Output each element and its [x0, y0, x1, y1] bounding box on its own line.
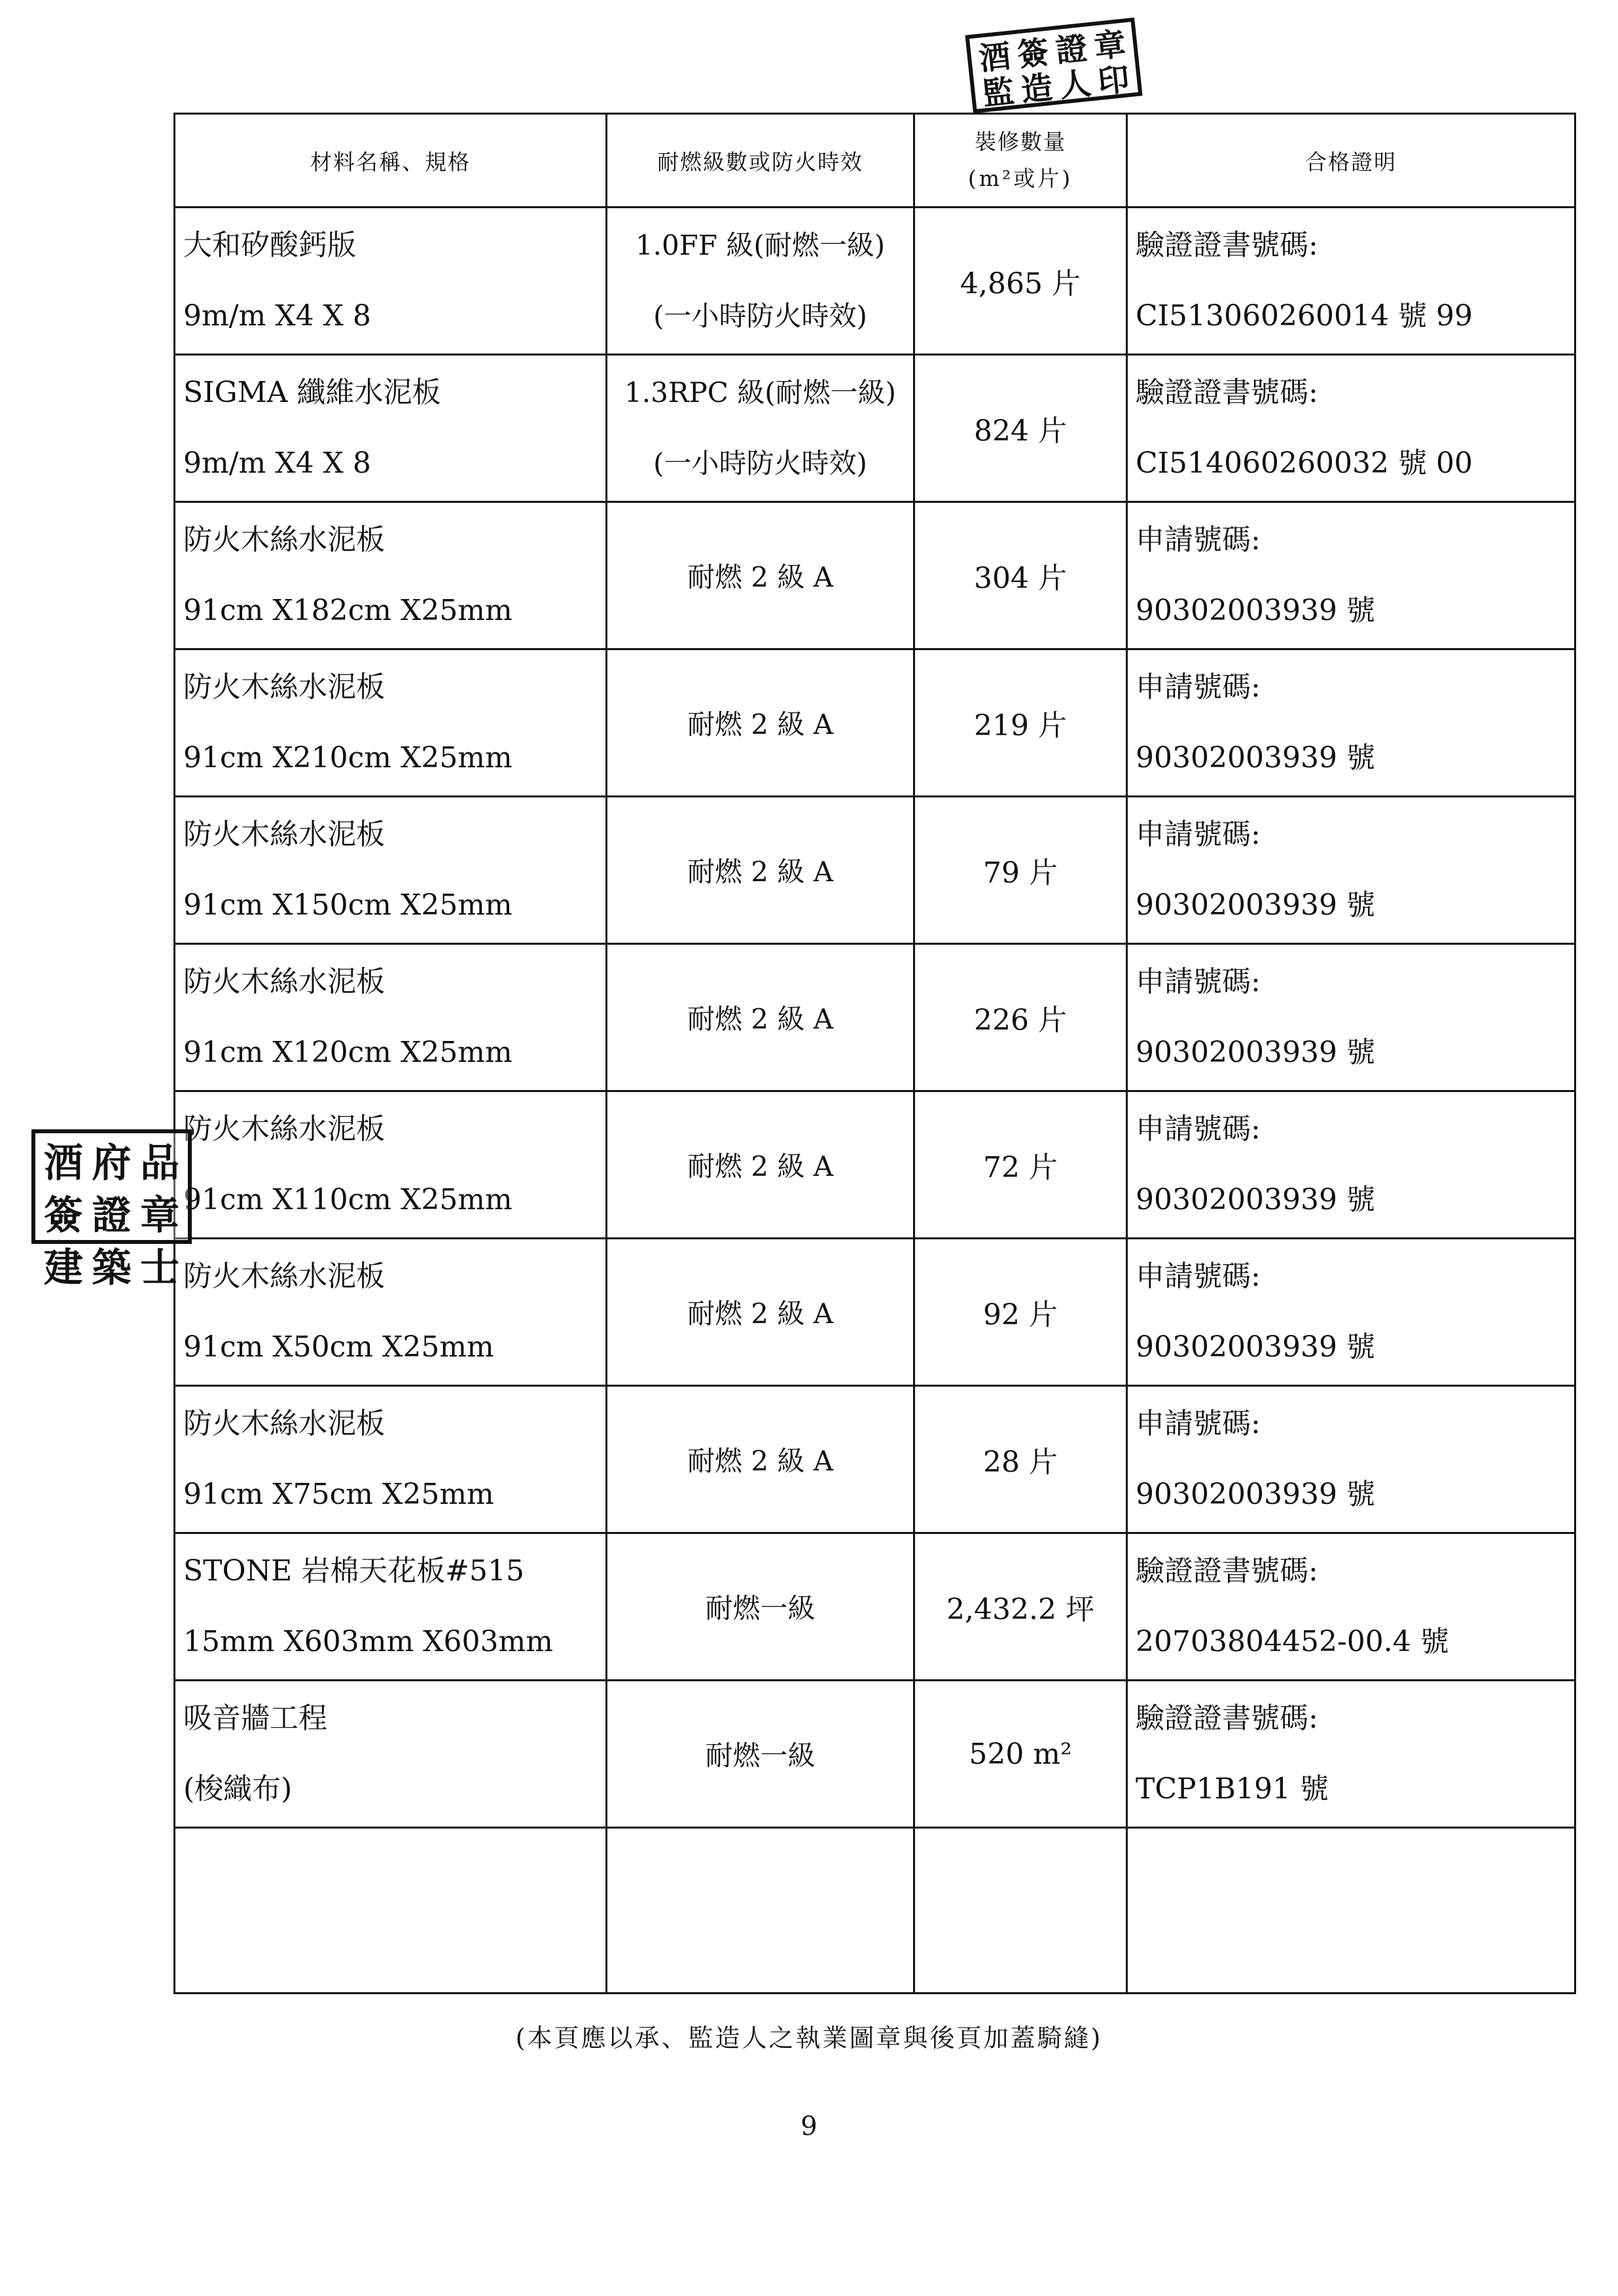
fire-rating-cell — [607, 355, 914, 502]
material-name-cell — [175, 1533, 607, 1681]
quantity-value: 79 片 — [983, 856, 1058, 890]
quantity-cell — [914, 1533, 1127, 1681]
fire-rating-cell — [607, 1386, 914, 1533]
certificate-number: TCP1B191 號 — [1136, 1772, 1329, 1806]
seal-stamp-left: 酒 府 品 簽 證 章 建 築 士 — [31, 1129, 192, 1244]
fire-rating: 1.3RPC 級(耐燃一級) — [624, 376, 896, 409]
material-name-cell — [175, 1239, 607, 1386]
material-name-cell — [175, 797, 607, 944]
seal-stamp-top: 酒 簽 證 章 監 造 人 印 — [965, 18, 1142, 114]
certificate-number: 20703804452-00.4 號 — [1136, 1625, 1449, 1658]
certificate-cell — [1127, 502, 1575, 649]
certificate-number: CI514060260032 號 00 — [1136, 446, 1473, 480]
material-name-cell — [175, 1681, 607, 1828]
material-name: STONE 岩棉天花板#515 — [183, 1554, 525, 1588]
fire-rating: 耐燃一級 — [705, 1740, 816, 1772]
quantity-cell — [914, 208, 1127, 355]
fire-rating-cell — [607, 502, 914, 649]
fire-rating-cell — [607, 208, 914, 355]
quantity-cell — [914, 1681, 1127, 1828]
fire-rating: 耐燃一級 — [705, 1592, 816, 1624]
certificate-label: 申請號碼: — [1136, 1112, 1261, 1146]
quantity-value: 2,432.2 坪 — [946, 1593, 1094, 1626]
quantity-value: 4,865 片 — [960, 267, 1081, 301]
materials-table — [173, 113, 1576, 1994]
material-spec: 9m/m X4 X 8 — [183, 446, 371, 480]
material-name-cell — [175, 1386, 607, 1533]
fire-rating-cell — [607, 944, 914, 1091]
material-spec: 91cm X182cm X25mm — [183, 594, 512, 627]
quantity-cell — [914, 502, 1127, 649]
certificate-number: 90302003939 號 — [1136, 1330, 1375, 1364]
quantity-value: 304 片 — [974, 562, 1067, 595]
material-name-cell — [175, 502, 607, 649]
fire-rating-cell — [607, 1681, 914, 1828]
material-spec: 91cm X75cm X25mm — [183, 1478, 494, 1511]
certificate-cell — [1127, 1239, 1575, 1386]
material-name: 吸音牆工程 — [183, 1702, 327, 1735]
table-row — [175, 797, 1575, 944]
material-name-cell — [175, 649, 607, 797]
material-spec: 91cm X50cm X25mm — [183, 1330, 494, 1364]
certificate-label: 申請號碼: — [1136, 670, 1261, 704]
certificate-cell — [1127, 797, 1575, 944]
table-row — [175, 208, 1575, 355]
fire-rating-duration: (一小時防火時效) — [653, 447, 867, 479]
certificate-label: 驗證證書號碼: — [1136, 376, 1318, 409]
empty-cell — [607, 1828, 914, 1994]
certificate-number: 90302003939 號 — [1136, 741, 1375, 774]
table-row — [175, 944, 1575, 1091]
material-name: 防火木絲水泥板 — [183, 670, 385, 704]
fire-rating: 耐燃 2 級 A — [687, 1150, 834, 1182]
header-quantity-line1: 裝修數量 — [975, 129, 1066, 155]
material-spec: (梭織布) — [183, 1772, 293, 1806]
quantity-cell — [914, 797, 1127, 944]
footer-note: (本頁應以承、監造人之執業圖章與後頁加蓋騎縫) — [515, 2024, 1103, 2052]
certificate-number: 90302003939 號 — [1136, 1036, 1375, 1069]
quantity-value: 226 片 — [974, 1004, 1067, 1037]
table-header-row — [175, 114, 1575, 208]
fire-rating-cell — [607, 797, 914, 944]
certificate-label: 驗證證書號碼: — [1136, 1702, 1318, 1735]
quantity-value: 520 m² — [969, 1737, 1072, 1771]
material-name: SIGMA 纖維水泥板 — [183, 376, 441, 409]
material-spec: 15mm X603mm X603mm — [183, 1625, 553, 1658]
material-name: 防火木絲水泥板 — [183, 1112, 385, 1146]
certificate-number: 90302003939 號 — [1136, 1183, 1375, 1216]
certificate-cell — [1127, 1386, 1575, 1533]
certificate-label: 申請號碼: — [1136, 523, 1261, 556]
page-number: 9 — [800, 2111, 818, 2141]
fire-rating-cell — [607, 649, 914, 797]
quantity-cell — [914, 944, 1127, 1091]
certificate-number: CI513060260014 號 99 — [1136, 299, 1473, 333]
empty-cell — [914, 1828, 1127, 1994]
material-name: 防火木絲水泥板 — [183, 818, 385, 851]
fire-rating: 耐燃 2 級 A — [687, 856, 834, 888]
quantity-cell — [914, 1239, 1127, 1386]
material-name-cell — [175, 944, 607, 1091]
fire-rating-cell — [607, 1533, 914, 1681]
fire-rating-duration: (一小時防火時效) — [653, 300, 867, 332]
fire-rating: 1.0FF 級(耐燃一級) — [635, 229, 886, 261]
quantity-value: 219 片 — [974, 709, 1067, 742]
header-material-name: 材料名稱、規格 — [175, 114, 607, 208]
header-quantity — [914, 114, 1127, 208]
certificate-number: 90302003939 號 — [1136, 594, 1375, 627]
table-row — [175, 1386, 1575, 1533]
quantity-value: 72 片 — [983, 1151, 1058, 1184]
material-name-cell — [175, 208, 607, 355]
material-spec: 91cm X150cm X25mm — [183, 888, 512, 922]
header-fire-rating: 耐燃級數或防火時效 — [607, 114, 914, 208]
table-row — [175, 1533, 1575, 1681]
quantity-value: 28 片 — [983, 1446, 1058, 1479]
material-name: 防火木絲水泥板 — [183, 1260, 385, 1293]
certificate-label: 驗證證書號碼: — [1136, 228, 1318, 262]
quantity-cell — [914, 355, 1127, 502]
fire-rating: 耐燃 2 級 A — [687, 561, 834, 593]
quantity-cell — [914, 1091, 1127, 1239]
certificate-number: 90302003939 號 — [1136, 888, 1375, 922]
fire-rating-cell — [607, 1239, 914, 1386]
quantity-value: 824 片 — [974, 414, 1067, 448]
table-row — [175, 1239, 1575, 1386]
material-spec: 91cm X210cm X25mm — [183, 741, 512, 774]
table-row-empty — [175, 1828, 1575, 1994]
quantity-value: 92 片 — [983, 1298, 1058, 1332]
material-name: 防火木絲水泥板 — [183, 965, 385, 998]
certificate-cell — [1127, 944, 1575, 1091]
empty-cell — [1127, 1828, 1575, 1994]
table-row — [175, 1681, 1575, 1828]
table-row — [175, 1091, 1575, 1239]
quantity-cell — [914, 649, 1127, 797]
fire-rating: 耐燃 2 級 A — [687, 1003, 834, 1035]
materials-table-container — [173, 113, 1574, 1994]
material-name-cell — [175, 355, 607, 502]
material-spec: 91cm X110cm X25mm — [183, 1183, 512, 1216]
certificate-label: 申請號碼: — [1136, 965, 1261, 998]
fire-rating-cell — [607, 1091, 914, 1239]
table-row — [175, 649, 1575, 797]
material-spec: 9m/m X4 X 8 — [183, 299, 371, 333]
table-row — [175, 502, 1575, 649]
fire-rating: 耐燃 2 級 A — [687, 1445, 834, 1477]
quantity-cell — [914, 1386, 1127, 1533]
material-name: 大和矽酸鈣版 — [183, 228, 356, 262]
table-row — [175, 355, 1575, 502]
material-name: 防火木絲水泥板 — [183, 1407, 385, 1440]
material-name: 防火木絲水泥板 — [183, 523, 385, 556]
certificate-label: 申請號碼: — [1136, 1260, 1261, 1293]
certificate-cell — [1127, 1533, 1575, 1681]
empty-cell — [175, 1828, 607, 1994]
certificate-cell — [1127, 355, 1575, 502]
certificate-cell — [1127, 649, 1575, 797]
certificate-cell — [1127, 208, 1575, 355]
certificate-number: 90302003939 號 — [1136, 1478, 1375, 1511]
material-name-cell — [175, 1091, 607, 1239]
header-certificate: 合格證明 — [1127, 114, 1575, 208]
certificate-label: 驗證證書號碼: — [1136, 1554, 1318, 1588]
certificate-label: 申請號碼: — [1136, 1407, 1261, 1440]
certificate-cell — [1127, 1681, 1575, 1828]
header-quantity-line2: (m²或片) — [967, 166, 1073, 191]
fire-rating: 耐燃 2 級 A — [687, 1298, 834, 1330]
certificate-cell — [1127, 1091, 1575, 1239]
material-spec: 91cm X120cm X25mm — [183, 1036, 512, 1069]
fire-rating: 耐燃 2 級 A — [687, 708, 834, 740]
certificate-label: 申請號碼: — [1136, 818, 1261, 851]
